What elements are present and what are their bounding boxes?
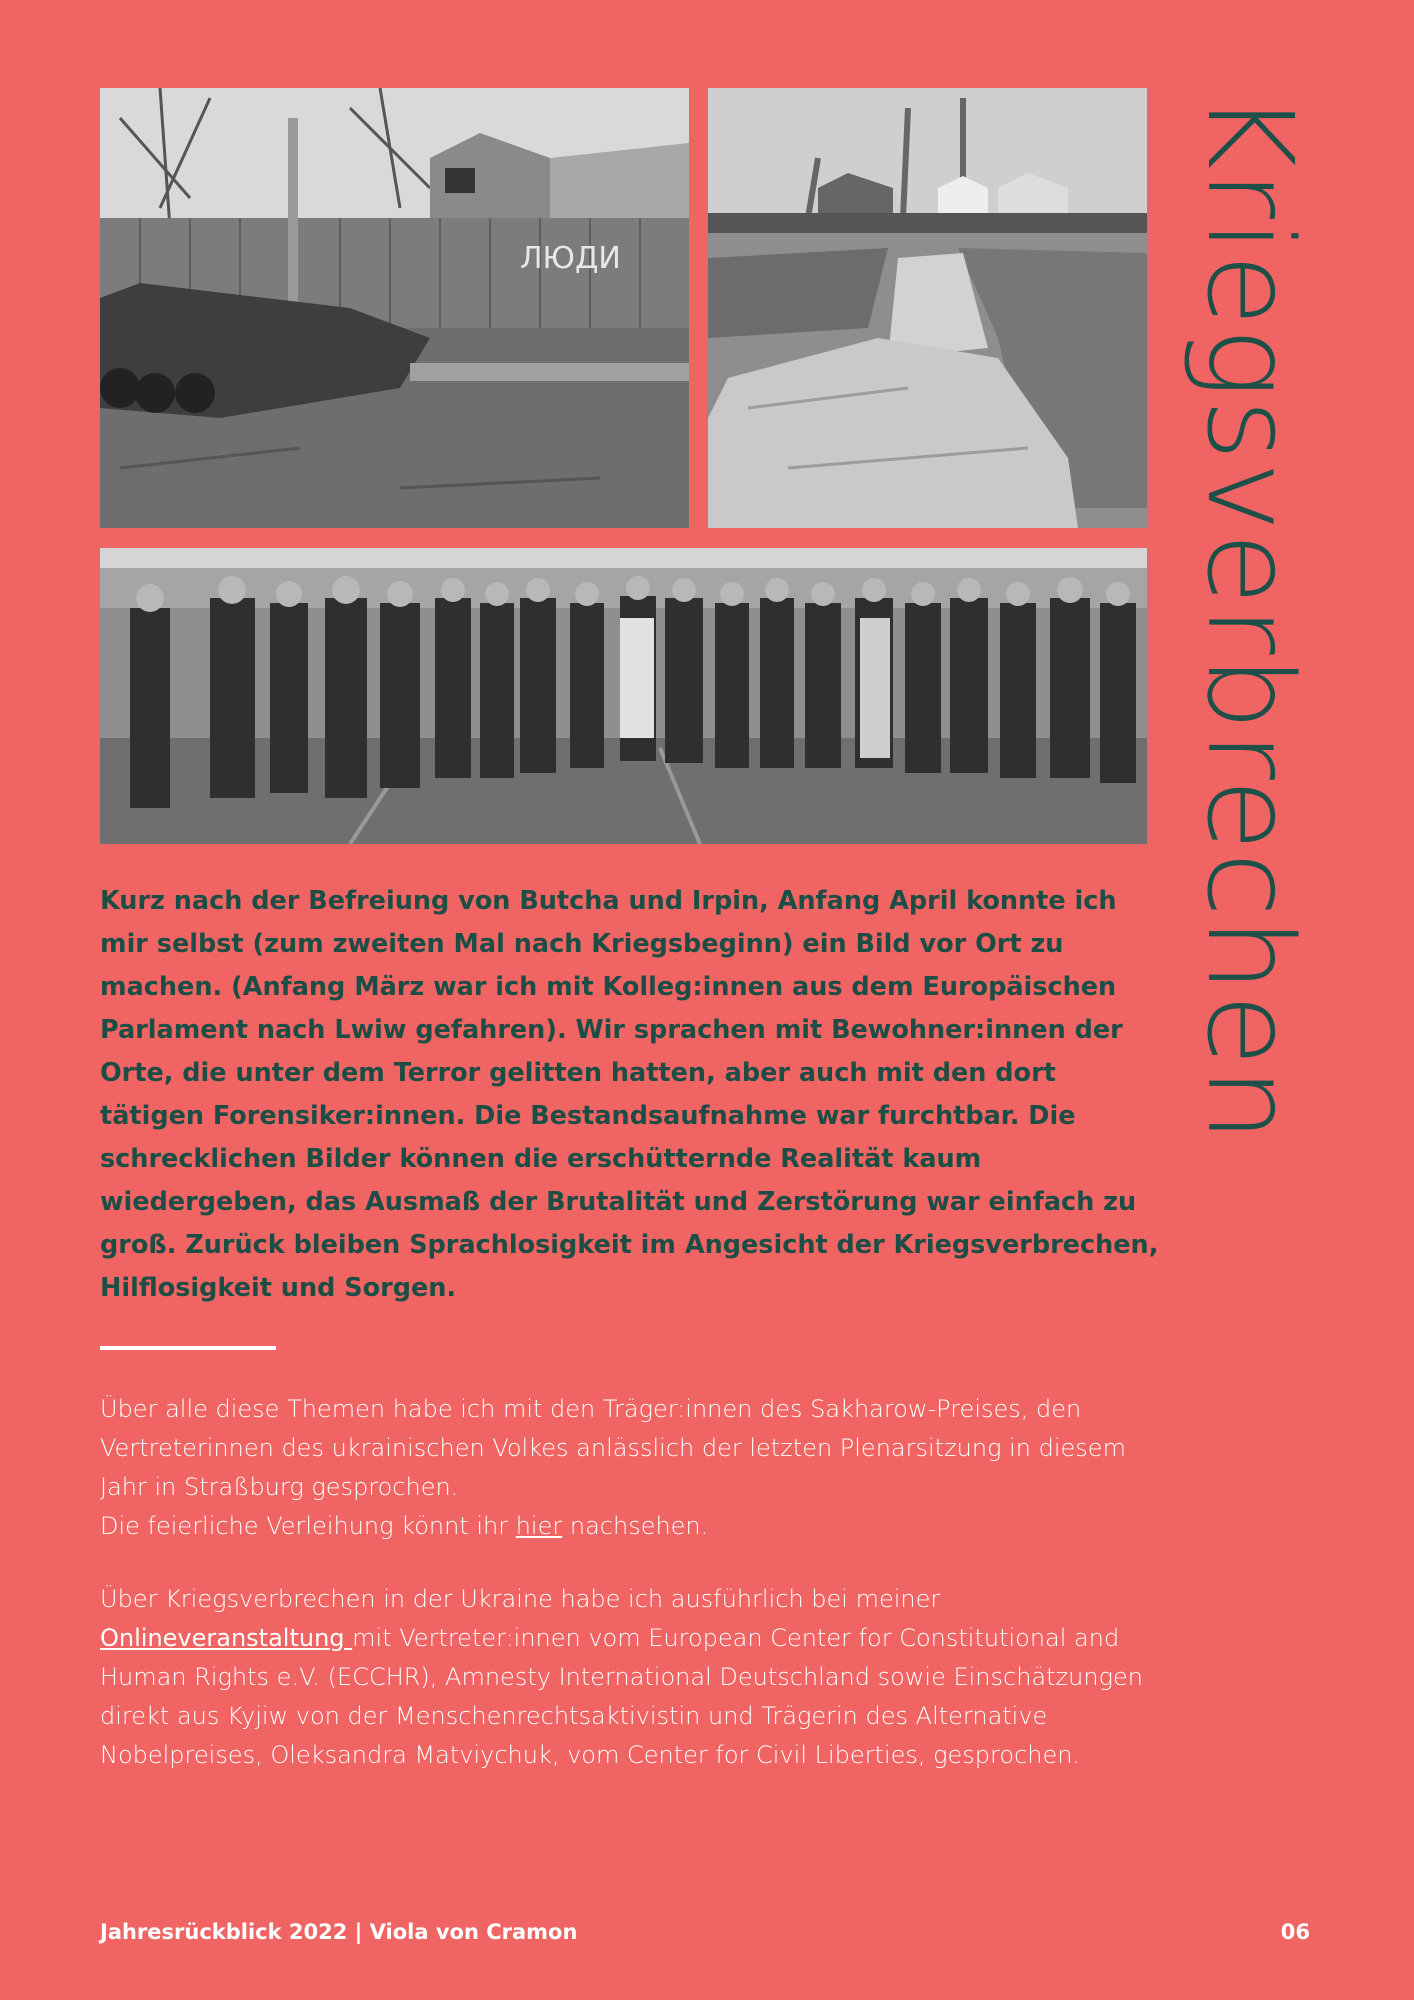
- paragraph-sakharov-prize: [100, 1390, 1160, 1546]
- footer-publication-title: Jahresrückblick 2022 | Viola von Cramon: [100, 1920, 578, 1944]
- paragraph-event-before: Über Kriegsverbrechen in der Ukraine habe ich ausführlich bei meiner: [100, 1585, 941, 1613]
- section-divider: [100, 1346, 276, 1350]
- paragraph-sakharov-text: Über alle diese Themen habe ich mit den Träger:innen des Sakharow-Preises, den Vertreterinnen des ukrainischen Volkes anlässlich der letzten Plenarsitzung in diesem Jahr in Straßburg gesprochen.: [100, 1395, 1126, 1501]
- lead-paragraph: Kurz nach der Befreiung von Butcha und Irpin, Anfang April konnte ich mir selbst (zum zweiten Mal nach Kriegsbeginn) ein Bild vor Ort zu machen. (Anfang März war ich mit Kolleg:innen aus dem Europäischen Parlament nach Lwiw gefahren). Wir sprachen mit Bewohner:innen der Orte, die unter dem Terror gelitten hatten, aber auch mit den dort tätigen Forensiker:innen. Die Bestandsaufnahme war furchtbar. Die schrecklichen Bilder können die erschütternde Realität kaum wiedergeben, das Ausmaß der Brutalität und Zerstörung war einfach zu groß. Zurück bleiben Sprachlosigkeit im Angesicht der Kriegsverbrechen, Hilflosigkeit und Sorgen.: [100, 886, 1159, 1303]
- photo-mass-grave: [708, 88, 1147, 528]
- photo-destroyed-vehicle: [100, 88, 689, 528]
- paragraph-sakharov-line2-before: Die feierliche Verleihung könnt ihr: [100, 1512, 516, 1540]
- photo-group-delegation: [100, 548, 1147, 844]
- vertical-page-title: Kriegsverbrechen: [1181, 92, 1319, 1143]
- paragraph-sakharov-line2-after: nachsehen.: [562, 1512, 709, 1540]
- photo-group-delegation-image: [100, 548, 1147, 844]
- photo-sign-text: ЛЮДИ: [520, 241, 621, 276]
- hier-link[interactable]: hier: [515, 1512, 563, 1540]
- photo-destroyed-vehicle-image: [100, 88, 689, 528]
- onlineveranstaltung-link[interactable]: Onlineveranstaltung: [100, 1624, 353, 1652]
- page-number: 06: [1280, 1920, 1310, 1944]
- paragraph-war-crimes-event: [100, 1580, 1160, 1775]
- photo-mass-grave-image: [708, 88, 1147, 528]
- paragraph-event-after: mit Vertreter:innen vom European Center for Constitutional and Human Rights e.V. (ECCHR), Amnesty International Deutschland sowie Einschätzungen direkt aus Kyjiw von der Menschenrechtsaktivistin und Trägerin des Alternative Nobelpreises, Oleksandra Matviychuk, vom Center for Civil Liberties, gesprochen.: [100, 1624, 1143, 1769]
